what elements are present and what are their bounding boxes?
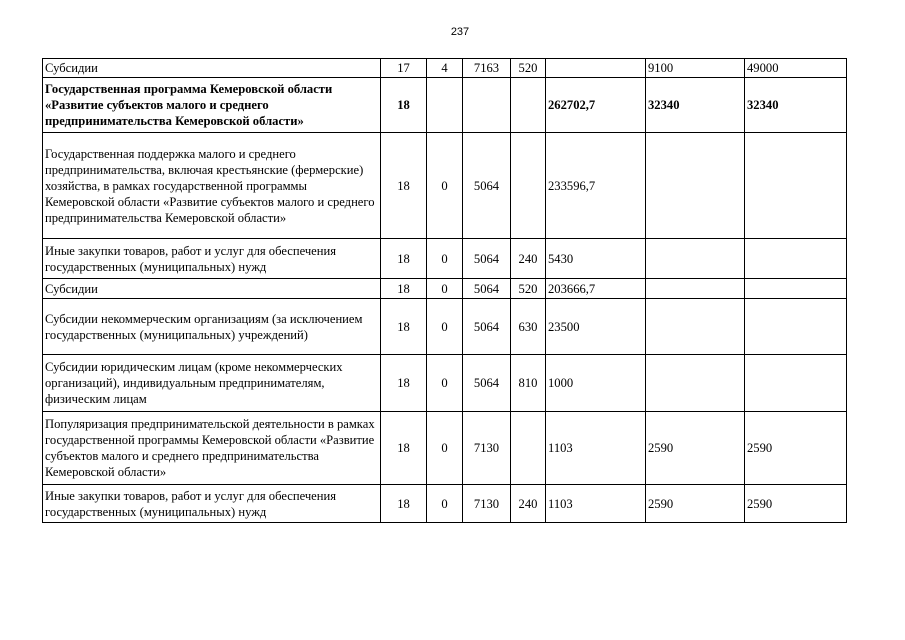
cell-amount-2: 9100: [646, 59, 745, 78]
table-row: [43, 485, 847, 523]
cell-section: 17: [381, 59, 427, 78]
row-name: Государственная программа Кемеровской области «Развитие субъектов малого и среднего предпринимательства Кемеровской области»: [43, 78, 381, 133]
cell-amount-3: 2590: [745, 485, 847, 523]
cell-amount-3: [745, 279, 847, 299]
cell-amount-2: 2590: [646, 412, 745, 485]
table-row: [43, 59, 847, 78]
cell-amount-1: 1000: [546, 355, 646, 412]
cell-amount-2: [646, 355, 745, 412]
cell-target-article: 7130: [463, 485, 511, 523]
cell-expense-type: [511, 412, 546, 485]
table-row: [43, 299, 847, 355]
cell-expense-type: 240: [511, 239, 546, 279]
cell-amount-1: 1103: [546, 485, 646, 523]
cell-expense-type: 810: [511, 355, 546, 412]
cell-amount-3: [745, 239, 847, 279]
cell-target-article: 5064: [463, 279, 511, 299]
table-row: [43, 133, 847, 239]
cell-target-article: 7163: [463, 59, 511, 78]
cell-target-article: 5064: [463, 355, 511, 412]
cell-target-article: 5064: [463, 299, 511, 355]
cell-target-article: 5064: [463, 133, 511, 239]
cell-subsection: 0: [427, 133, 463, 239]
cell-subsection: 0: [427, 412, 463, 485]
row-name: Популяризация предпринимательской деятельности в рамках государственной программы Кемеровской области «Развитие субъектов малого и среднего предпринимательства Кемеровской области»: [43, 412, 381, 485]
cell-amount-2: 2590: [646, 485, 745, 523]
cell-amount-1: 262702,7: [546, 78, 646, 133]
cell-amount-2: [646, 239, 745, 279]
cell-expense-type: 520: [511, 59, 546, 78]
cell-amount-2: [646, 279, 745, 299]
budget-table: [42, 58, 847, 523]
table-row: [43, 412, 847, 485]
cell-section: 18: [381, 133, 427, 239]
cell-amount-2: 32340: [646, 78, 745, 133]
cell-subsection: [427, 78, 463, 133]
cell-amount-1: [546, 59, 646, 78]
table-row: [43, 355, 847, 412]
cell-target-article: [463, 78, 511, 133]
table-row: [43, 239, 847, 279]
cell-section: 18: [381, 239, 427, 279]
cell-amount-3: 2590: [745, 412, 847, 485]
cell-target-article: 7130: [463, 412, 511, 485]
cell-expense-type: [511, 133, 546, 239]
cell-target-article: 5064: [463, 239, 511, 279]
cell-expense-type: 520: [511, 279, 546, 299]
cell-section: 18: [381, 299, 427, 355]
cell-section: 18: [381, 355, 427, 412]
cell-subsection: 4: [427, 59, 463, 78]
cell-expense-type: 630: [511, 299, 546, 355]
cell-amount-2: [646, 133, 745, 239]
cell-amount-3: [745, 133, 847, 239]
cell-amount-1: 233596,7: [546, 133, 646, 239]
cell-amount-2: [646, 299, 745, 355]
row-name: Субсидии: [43, 279, 381, 299]
page-number: 237: [450, 26, 470, 38]
cell-amount-3: [745, 299, 847, 355]
cell-amount-1: 1103: [546, 412, 646, 485]
cell-expense-type: [511, 78, 546, 133]
cell-subsection: 0: [427, 299, 463, 355]
cell-subsection: 0: [427, 279, 463, 299]
table-row: [43, 78, 847, 133]
cell-section: 18: [381, 78, 427, 133]
row-name: Иные закупки товаров, работ и услуг для обеспечения государственных (муниципальных) нужд: [43, 239, 381, 279]
cell-amount-3: 32340: [745, 78, 847, 133]
cell-section: 18: [381, 485, 427, 523]
cell-amount-1: 23500: [546, 299, 646, 355]
cell-subsection: 0: [427, 239, 463, 279]
row-name: Иные закупки товаров, работ и услуг для обеспечения государственных (муниципальных) нужд: [43, 485, 381, 523]
row-name: Субсидии некоммерческим организациям (за исключением государственных (муниципальных) учреждений): [43, 299, 381, 355]
row-name: Государственная поддержка малого и среднего предпринимательства, включая крестьянские (фермерские) хозяйства, в рамках государственной программы Кемеровской области «Развитие субъектов малого и среднего предпринимательства Кемеровской области»: [43, 133, 381, 239]
table-row: [43, 279, 847, 299]
cell-expense-type: 240: [511, 485, 546, 523]
cell-amount-1: 203666,7: [546, 279, 646, 299]
cell-section: 18: [381, 412, 427, 485]
cell-amount-3: [745, 355, 847, 412]
cell-subsection: 0: [427, 485, 463, 523]
cell-subsection: 0: [427, 355, 463, 412]
cell-amount-1: 5430: [546, 239, 646, 279]
row-name: Субсидии: [43, 59, 381, 78]
row-name: Субсидии юридическим лицам (кроме некоммерческих организаций), индивидуальным предпринимателям, физическим лицам: [43, 355, 381, 412]
cell-section: 18: [381, 279, 427, 299]
cell-amount-3: 49000: [745, 59, 847, 78]
